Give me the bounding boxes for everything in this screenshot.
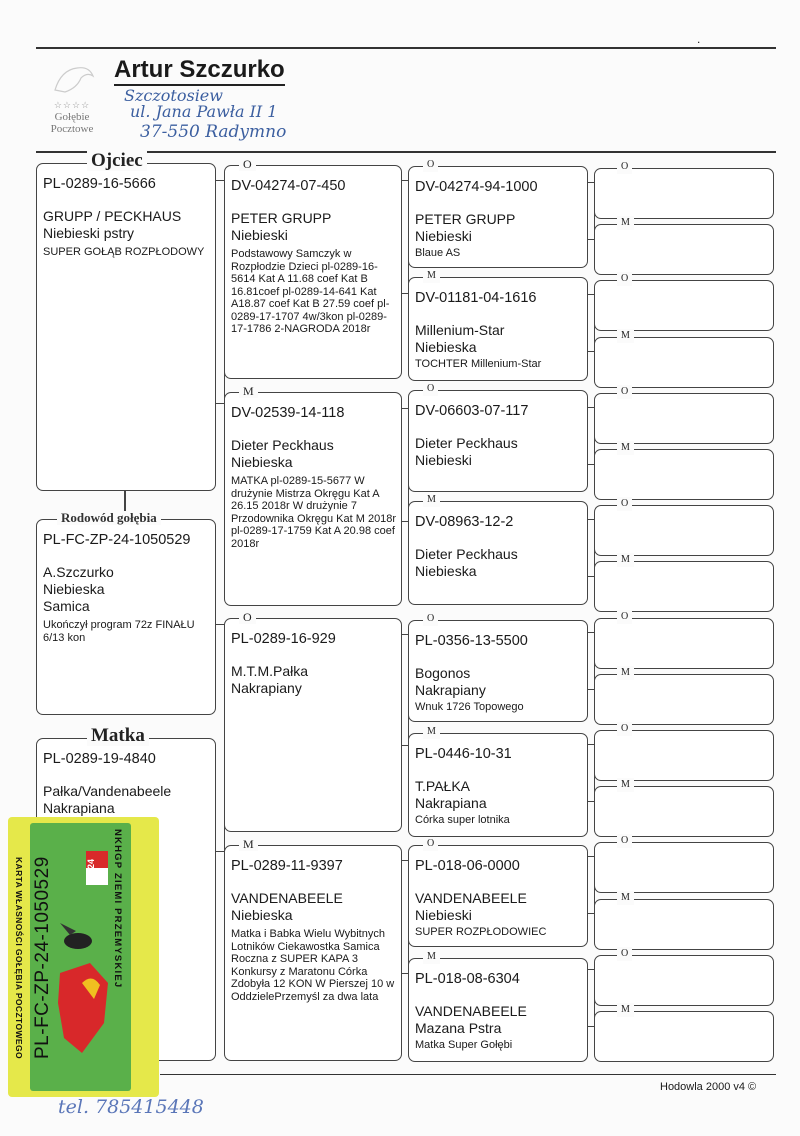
g4-box: [594, 666, 774, 725]
pigeon-logo-icon: [47, 58, 97, 100]
g4-tag: O: [617, 610, 632, 624]
g3-color: Nakrapiana: [415, 795, 487, 811]
g4-box: [594, 161, 774, 219]
mf-ring: PL-0289-16-929: [231, 631, 336, 647]
g4-tag: M: [617, 666, 634, 680]
father-name: GRUPP / PECKHAUS: [43, 208, 182, 224]
g3-box: [408, 726, 588, 837]
mother-ring: PL-0289-19-4840: [43, 751, 156, 767]
handwritten-line3: 37-550 Radymno: [140, 122, 287, 142]
fm-note: MATKA pl-0289-15-5677 W drużynie Mistrza Okręgu Kat A 26.15 2018r W drużynie 7 Przodownika Okręgu Kat M 2018r pl-0289-17-1759 Kat A 20.98 coef 2018r: [231, 475, 397, 550]
mm-tag: M: [239, 837, 258, 851]
g3-tag: O: [423, 837, 438, 851]
g4-tag: M: [617, 216, 634, 230]
g3-ring: DV-06603-07-117: [415, 403, 529, 419]
g3-note: Wnuk 1726 Topowego: [415, 701, 524, 713]
ff-note: Podstawowy Samczyk w Rozpłodzie Dzieci pl-0289-16-5614 Kat A 11.68 coef Kat B 16.81coef pl-0289-14-641 Kat A18.87 coef Kat B 27.59 coef pl-0289-17-1707 4w/3kon pl-0289-17-1786 2-NAGRODA 2018r: [231, 248, 390, 335]
breeder-name: Artur Szczurko: [114, 56, 285, 86]
g4-box: [594, 217, 774, 275]
mf-name: M.T.M.Pałka: [231, 663, 309, 679]
g4-box: [594, 273, 774, 331]
g3-name: PETER GRUPP: [415, 211, 516, 227]
ownership-card: [8, 817, 159, 1097]
g4-tag: O: [617, 722, 632, 736]
g3-note: Matka Super Gołębi: [415, 1039, 513, 1051]
g3-ring: DV-08963-12-2: [415, 514, 514, 530]
card-ring: PL-FC-ZP-24-1050529: [32, 856, 53, 1060]
g3-tag: O: [423, 382, 438, 396]
g3-color: Nakrapiany: [415, 682, 486, 698]
g3-ring: DV-01181-04-1616: [415, 290, 537, 306]
g4-box: [594, 554, 774, 612]
g3-note: TOCHTER Millenium-Star: [415, 358, 542, 370]
g3-color: Niebieska: [415, 563, 477, 579]
g3-name: Dieter Peckhaus: [415, 435, 518, 451]
subject-color: Niebieska: [43, 581, 105, 597]
g3-name: VANDENABEELE: [415, 890, 527, 906]
mother-label: Matka: [87, 726, 149, 746]
card-year: 2024: [86, 859, 96, 880]
ff-box: [224, 157, 402, 379]
ff-tag: O: [239, 157, 256, 171]
footer-version: Hodowla 2000 v4 ©: [660, 1081, 757, 1093]
g3-tag: M: [423, 950, 440, 964]
mf-box: [224, 610, 402, 832]
subject-ring: PL-FC-ZP-24-1050529: [43, 532, 191, 548]
g4-box: [594, 723, 774, 781]
g3-note: SUPER ROZPŁODOWIEC: [415, 926, 547, 938]
handwritten-line2: ul. Jana Pawła II 1: [130, 102, 278, 121]
header-rule: [36, 151, 776, 153]
g4-box: [594, 498, 774, 556]
g3-ring: PL-018-08-6304: [415, 971, 520, 987]
fm-name: Dieter Peckhaus: [231, 437, 334, 453]
g3-box: [408, 159, 588, 268]
g3-name: VANDENABEELE: [415, 1003, 527, 1019]
g3-tag: M: [423, 493, 440, 507]
g4-box: [594, 835, 774, 893]
card-org: NKHGP ZIEMI PRZEMYSKIEJ: [112, 829, 123, 989]
fm-ring: DV-02539-14-118: [231, 405, 345, 421]
g3-box: [408, 613, 588, 722]
g4-box: [594, 891, 774, 950]
g4-tag: M: [617, 329, 634, 343]
mf-tag: O: [239, 610, 256, 624]
g3-box: [408, 383, 588, 492]
g3-box: [408, 951, 588, 1062]
g3-tag: O: [423, 158, 438, 172]
pedigree-label: Rodowód gołębia: [57, 511, 161, 525]
g4-tag: O: [617, 947, 632, 961]
g4-tag: O: [617, 497, 632, 511]
father-ring: PL-0289-16-5666: [43, 176, 156, 192]
bottom-rule: [160, 1074, 776, 1075]
g3-color: Niebieski: [415, 228, 472, 244]
top-rule: [36, 47, 776, 49]
g3-tag: M: [423, 725, 440, 739]
g3-color: Niebieski: [415, 907, 472, 923]
father-color: Niebieski pstry: [43, 225, 135, 241]
mother-color: Nakrapiana: [43, 800, 115, 816]
g3-color: Niebieska: [415, 339, 477, 355]
g3-ring: PL-0356-13-5500: [415, 633, 528, 649]
g4-tag: M: [617, 1003, 634, 1017]
fm-color: Niebieska: [231, 454, 293, 470]
g4-box: [594, 442, 774, 500]
g4-tag: M: [617, 778, 634, 792]
g4-tag: O: [617, 385, 632, 399]
mm-box: [224, 837, 402, 1061]
card-title: KARTA WŁASNOŚCI GOŁĘBIA POCZTOWEGO: [14, 856, 24, 1059]
g3-ring: DV-04274-94-1000: [415, 179, 538, 195]
g3-ring: PL-0446-10-31: [415, 746, 512, 762]
father-label: Ojciec: [87, 151, 147, 171]
mother-name: Pałka/Vandenabeele: [43, 783, 172, 799]
g4-box: [594, 947, 774, 1006]
fm-box: [224, 384, 402, 606]
g3-box: [408, 270, 588, 381]
g3-name: Dieter Peckhaus: [415, 546, 518, 562]
logo-line2: Pocztowe: [50, 123, 94, 135]
mf-color: Nakrapiany: [231, 680, 302, 696]
fm-tag: M: [239, 384, 258, 398]
g3-note: Blaue AS: [415, 247, 461, 259]
g4-box: [594, 1004, 774, 1062]
g3-tag: O: [423, 612, 438, 626]
g3-box: [408, 838, 588, 947]
ff-color: Niebieski: [231, 227, 288, 243]
g3-name: Bogonos: [415, 665, 471, 681]
ff-ring: DV-04274-07-450: [231, 178, 346, 194]
g4-box: [594, 779, 774, 837]
mm-color: Niebieska: [231, 907, 293, 923]
g3-tag: M: [423, 269, 440, 283]
ff-name: PETER GRUPP: [231, 210, 332, 226]
g4-tag: O: [617, 272, 632, 286]
g3-note: Córka super lotnika: [415, 814, 510, 826]
g3-color: Mazana Pstra: [415, 1020, 502, 1036]
g3-name: T.PAŁKA: [415, 778, 470, 794]
g4-tag: M: [617, 891, 634, 905]
g3-box: [408, 494, 588, 605]
g4-box: [594, 385, 774, 444]
father-note: SUPER GOŁĄB ROZPŁODOWY: [43, 246, 205, 258]
g3-name: Millenium-Star: [415, 322, 505, 338]
subject-note: Ukończył program 72z FINAŁU 6/13 kon: [43, 619, 195, 644]
g4-tag: M: [617, 441, 634, 455]
logo-line1: Gołębie: [54, 111, 90, 123]
subject-owner: A.Szczurko: [43, 564, 114, 580]
g4-tag: M: [617, 553, 634, 567]
g4-tag: O: [617, 834, 632, 848]
corner-dot: .: [697, 32, 701, 46]
subject-box: [36, 510, 216, 715]
mm-ring: PL-0289-11-9397: [231, 858, 343, 874]
handwritten-line1: Szczotosiew: [124, 86, 223, 105]
g3-ring: PL-018-06-0000: [415, 858, 520, 874]
footer-phone: tel. 785415448: [58, 1096, 204, 1118]
logo-stars: ☆☆☆☆: [53, 100, 91, 110]
father-box: [36, 150, 216, 491]
g3-color: Niebieski: [415, 452, 472, 468]
logo: [36, 58, 108, 144]
g4-tag: O: [617, 160, 632, 174]
mm-note: Matka i Babka Wielu Wybitnych Lotników Ciekawostka Samica Roczna z SUPER KAPA 3 Konkursy z Maratonu Córka Zdobyła 12 KON W Pierszej 10 w OddzielePrzemyśl za dwa lata: [231, 928, 395, 1003]
g4-box: [594, 610, 774, 669]
g4-box: [594, 329, 774, 388]
mm-name: VANDENABEELE: [231, 890, 343, 906]
subject-sex: Samica: [43, 598, 90, 614]
